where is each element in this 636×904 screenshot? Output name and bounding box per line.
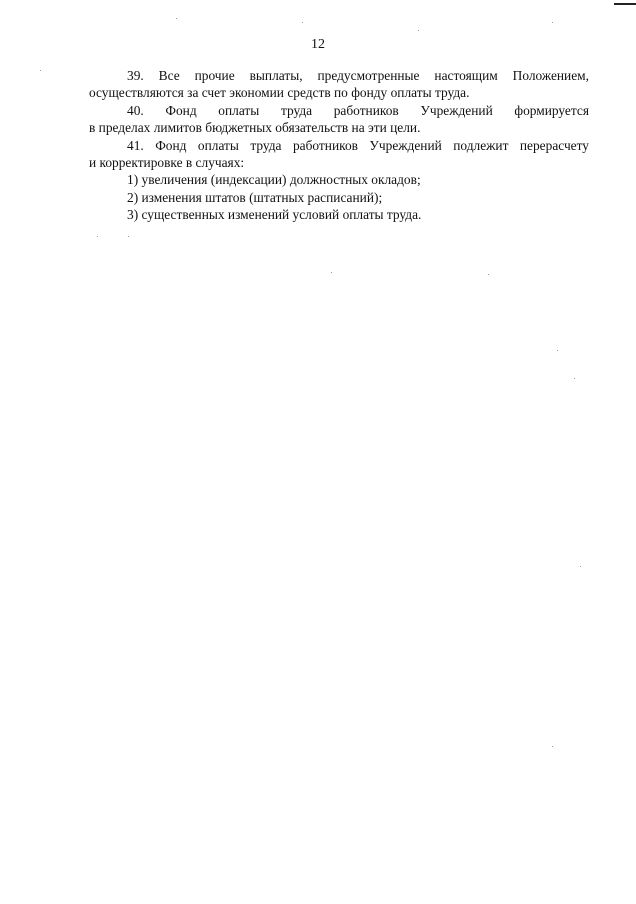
list-item-2: 2) изменения штатов (штатных расписаний); [127,189,383,205]
scan-speck [418,30,419,31]
scan-speck [302,22,303,23]
paragraph-41-line-2: и корректировке в случаях: [89,155,245,171]
page-number: 12 [311,37,325,52]
scan-speck [97,236,98,237]
paragraph-39-continued [89,84,589,101]
scan-speck [128,236,129,237]
paragraph-40-line-1: 40. Фонд оплаты труда работников Учреждений формируется [127,102,589,118]
list-item-3: 3) существенных изменений условий оплаты труда. [127,207,422,223]
scan-speck [557,350,558,351]
scan-speck [552,22,553,23]
list-item-1: 1) увеличения (индексации) должностных окладов; [127,172,421,188]
paragraph-40-continued [89,119,589,136]
paragraph-39-line-1: 39. Все прочие выплаты, предусмотренные настоящим Положением, [127,68,589,83]
paragraph-40-line-2: в пределах лимитов бюджетных обязательств на эти цели. [89,120,421,136]
scan-speck [488,274,489,275]
scan-speck [580,566,581,567]
paragraph-39 [89,67,589,84]
paragraph-41-line-1: 41. Фонд оплаты труда работников Учреждений подлежит перерасчету [127,137,589,153]
scan-speck [552,746,553,747]
scan-speck [176,18,177,19]
scan-corner-mark [614,3,636,5]
paragraph-39-line-2: осуществляются за счет экономии средств по фонду оплаты труда. [89,85,470,101]
paragraph-40 [89,102,589,119]
scan-speck [40,70,41,71]
document-body [89,67,589,224]
scan-speck [574,378,575,379]
paragraph-41-continued [89,154,589,171]
paragraph-41 [89,137,589,154]
scan-speck [331,272,332,273]
